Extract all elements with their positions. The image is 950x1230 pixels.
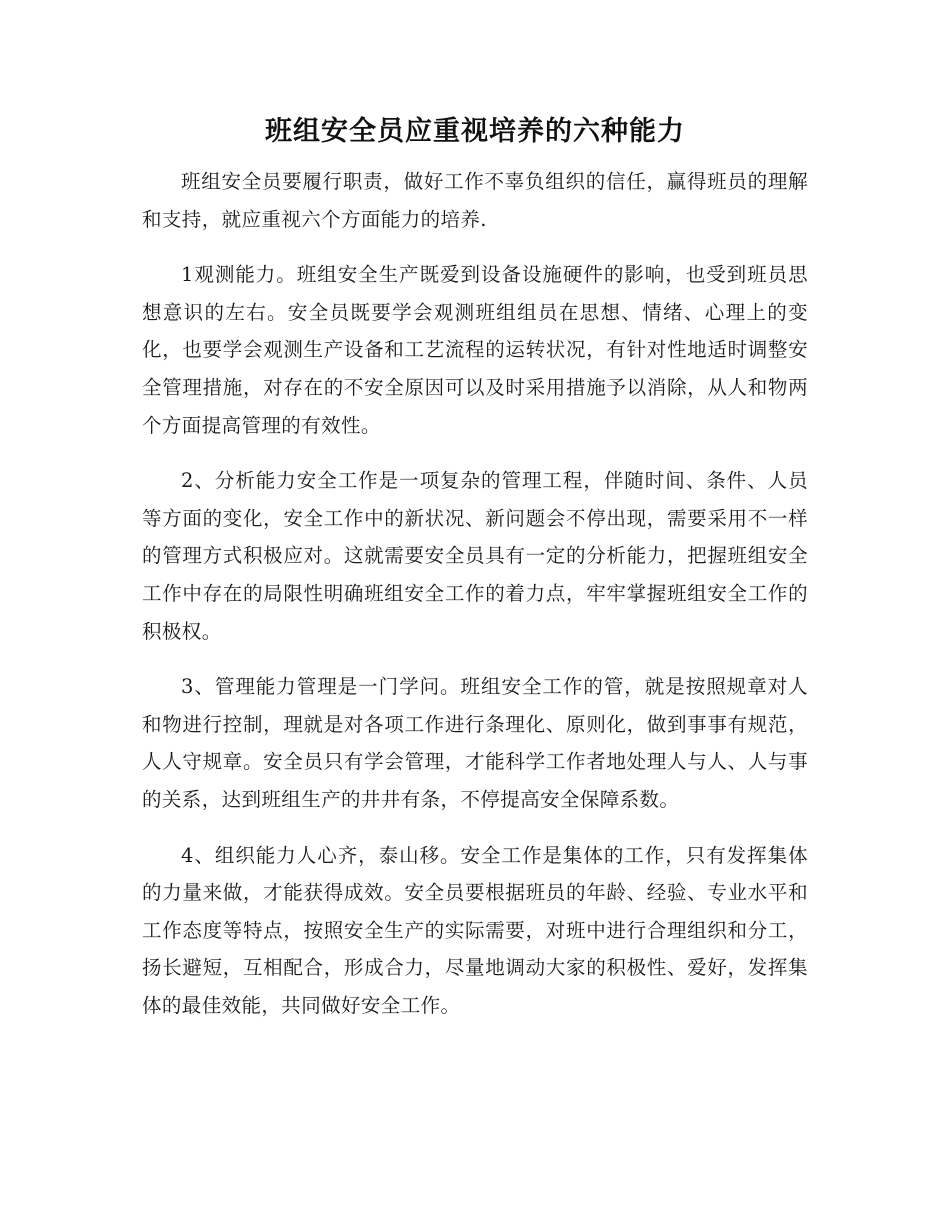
document-title: 班组安全员应重视培养的六种能力 xyxy=(265,116,685,147)
paragraph-analysis-ability: 2、分析能力安全工作是一项复杂的管理工程，伴随时间、条件、人员等方面的变化，安全工作中的新状况、新问题会不停出现，需要采用不一样的管理方式积极应对。这就需要安全员具有一定的分析能力，把握班组安全工作中存在的局限性明确班组安全工作的着力点，牢牢掌握班组安全工作的积极权。 xyxy=(142,469,808,643)
paragraph-management-ability: 3、管理能力管理是一门学问。班组安全工作的管，就是按照规章对人和物进行控制，理就是对各项工作进行条理化、原则化，做到事事有规范，人人守规章。安全员只有学会管理，才能科学工作者地处理人与人、人与事的关系，达到班组生产的井井有条，不停提高安全保障系数。 xyxy=(142,675,808,811)
document-body xyxy=(142,163,808,1042)
paragraph-intro: 班组安全员要履行职责，做好工作不辜负组织的信任，赢得班员的理解和支持，就应重视六个方面能力的培养. xyxy=(142,170,808,231)
paragraph-organization-ability: 4、组织能力人心齐，泰山移。安全工作是集体的工作，只有发挥集体的力量来做，才能获得成效。安全员要根据班员的年龄、经验、专业水平和工作态度等特点，按照安全生产的实际需要，对班中进行合理组织和分工，扬长避短，互相配合，形成合力，尽量地调动大家的积极性、爱好，发挥集体的最佳效能，共同做好安全工作。 xyxy=(142,843,808,1017)
paragraph-observation-ability: 1观测能力。班组安全生产既爱到设备设施硬件的影响，也受到班员思想意识的左右。安全员既要学会观测班组组员在思想、情绪、心理上的变化，也要学会观测生产设备和工艺流程的运转状况，有针对性地适时调整安全管理措施，对存在的不安全原因可以及时采用措施予以消除，从人和物两个方面提高管理的有效性。 xyxy=(142,263,808,437)
